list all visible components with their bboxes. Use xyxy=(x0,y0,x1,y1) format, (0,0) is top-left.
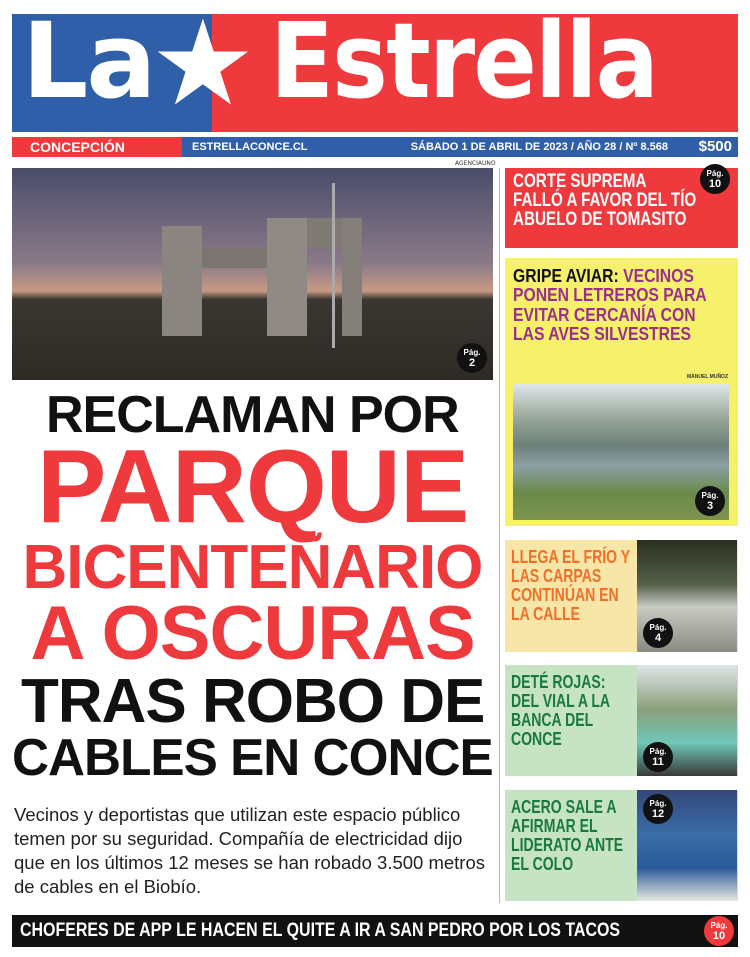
city: CONCEPCIÓN xyxy=(12,137,182,157)
photo-credit: AGENCIAUNO xyxy=(455,160,496,167)
page-badge: Pág. 2 xyxy=(457,343,487,373)
page-badge: Pág. 12 xyxy=(643,794,673,824)
info-bar xyxy=(12,137,738,157)
story-title: CORTE SUPREMA FALLÓ A FAVOR DEL TÍO ABUELO DE TOMASITO xyxy=(513,171,697,230)
headline-line-4: A OSCURAS xyxy=(30,591,475,676)
page-badge: Pág. 10 xyxy=(704,916,734,946)
logo-star-icon: ★ xyxy=(150,0,256,132)
story-kicker: GRIPE AVIAR: xyxy=(513,265,619,286)
column-divider xyxy=(499,168,500,903)
story-title: ACERO SALE A AFIRMAR EL LIDERATO ANTE EL COLO xyxy=(511,797,624,874)
headline-line-2: PARQUE xyxy=(37,429,469,545)
date-issue: SÁBADO 1 DE ABRIL DE 2023 / AÑO 28 / Nº 8.568 xyxy=(410,141,668,153)
story-title: DETÉ ROJAS: DEL VIAL A LA BANCA DEL CONCE xyxy=(511,672,610,749)
headline-line-1: RECLAMAN POR xyxy=(46,386,459,444)
story-heading xyxy=(513,266,730,344)
page-badge: Pág. 4 xyxy=(643,618,673,648)
subheadline: Vecinos y deportistas que utilizan este espacio público temen por su seguridad. Compañía de electricidad dijo que en los últimos 12 meses se han robado 3.500 metros de cables en el Biobío. xyxy=(14,804,486,897)
headline-line-6: CABLES EN CONCE xyxy=(12,729,493,787)
logo-la: La xyxy=(22,0,155,122)
photo-credit: MANUEL MUÑOZ xyxy=(686,374,728,380)
story-dete-rojas[interactable] xyxy=(505,665,738,776)
headline-line-3: BICENTEÑARIO xyxy=(22,533,483,602)
headline-line-5: TRAS ROBO DE xyxy=(21,667,485,736)
story-acero-sale[interactable] xyxy=(505,790,738,901)
bottom-story[interactable] xyxy=(12,915,738,947)
story-frio-carpas[interactable] xyxy=(505,540,738,652)
story-title: CHOFERES DE APP LE HACEN EL QUITE A IR A SAN PEDRO POR LOS TACOS xyxy=(20,920,621,941)
page-badge: Pág. 10 xyxy=(700,164,730,194)
story-gripe-aviar[interactable] xyxy=(505,258,738,526)
story-title: VECINOS PONEN LETREROS PARA EVITAR CERCANÍA CON LAS AVES SILVESTRES xyxy=(513,265,707,345)
main-photo xyxy=(12,168,493,380)
website-link[interactable]: ESTRELLACONCE.CL xyxy=(192,141,308,153)
story-title: LLEGA EL FRÍO Y LAS CARPAS CONTINÚAN EN LA CALLE xyxy=(511,547,630,624)
page-badge: Pág. 3 xyxy=(695,486,725,516)
logo-estrella: Estrella xyxy=(270,0,657,122)
price: $500 xyxy=(698,138,732,155)
page-badge: Pág. 11 xyxy=(643,742,673,772)
